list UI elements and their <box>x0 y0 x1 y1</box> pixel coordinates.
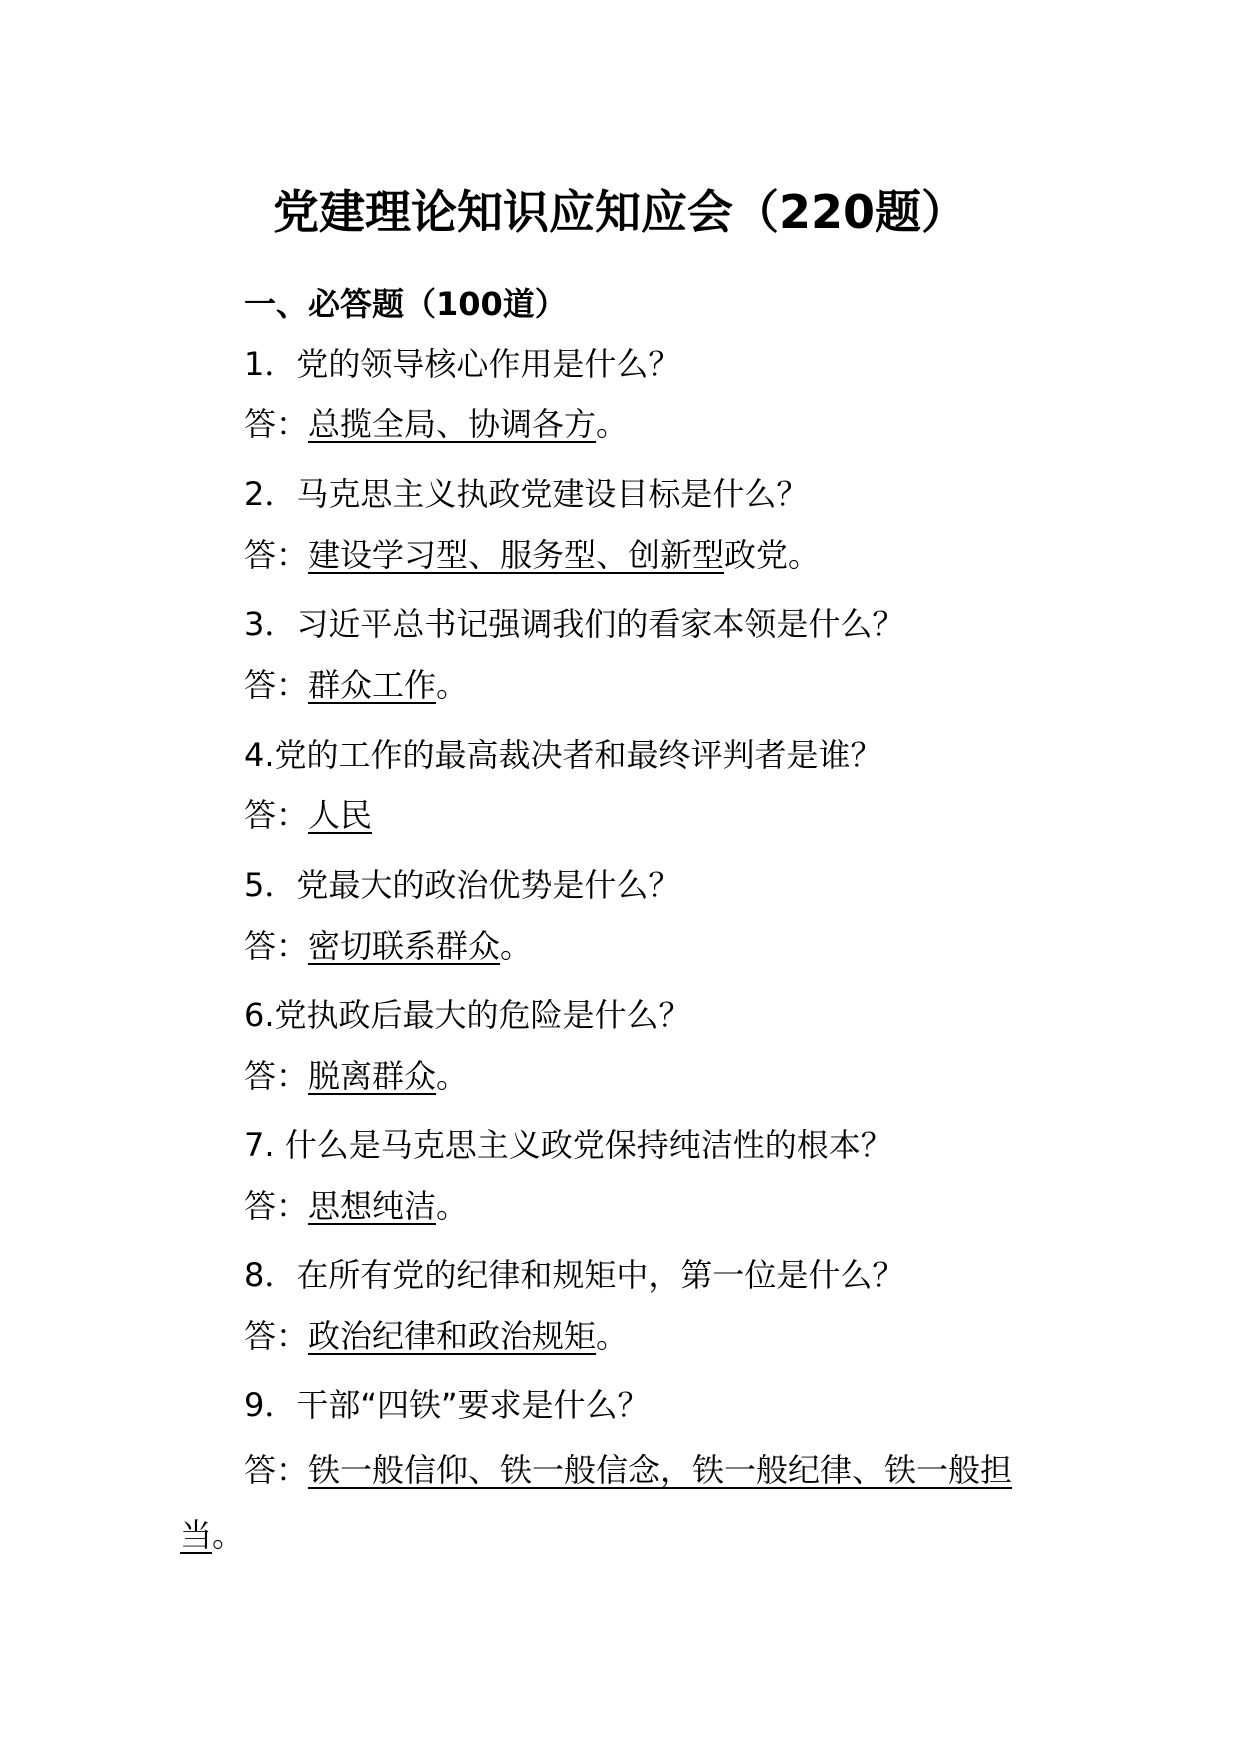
answer-prefix: 答： <box>244 1451 309 1489</box>
answer-tail: 。 <box>596 1317 629 1355</box>
answer-9-continued <box>180 1513 244 1557</box>
answer-underlined: 建设学习型、服务型、创新型 <box>308 536 725 574</box>
answer-underlined: 思想纯洁 <box>308 1187 437 1225</box>
answer-8 <box>244 1314 628 1358</box>
question-1: 1．党的领导核心作用是什么？ <box>244 345 681 383</box>
question-4: 4.党的工作的最高裁决者和最终评判者是谁？ <box>244 736 883 774</box>
answer-tail: 。 <box>212 1516 245 1554</box>
question-8: 8．在所有党的纪律和规矩中，第一位是什么？ <box>244 1256 905 1294</box>
answer-4 <box>244 793 372 837</box>
answer-underlined: 总揽全局、协调各方 <box>308 405 597 443</box>
answer-3 <box>244 663 468 707</box>
answer-5 <box>244 924 532 968</box>
answer-underlined: 政治纪律和政治规矩 <box>308 1317 597 1355</box>
answer-prefix: 答： <box>244 927 309 965</box>
question-6: 6.党执政后最大的危险是什么？ <box>244 996 691 1034</box>
answer-tail: 。 <box>436 1187 469 1225</box>
answer-tail: 。 <box>436 1057 469 1095</box>
answer-underlined: 群众工作 <box>308 666 437 704</box>
answer-underlined: 脱离群众 <box>308 1057 437 1095</box>
question-5: 5．党最大的政治优势是什么？ <box>244 866 681 904</box>
section-heading: 一、必答题（100道） <box>244 285 567 323</box>
answer-prefix: 答： <box>244 666 309 704</box>
answer-underlined-continued: 当 <box>180 1516 213 1554</box>
answer-prefix: 答： <box>244 536 309 574</box>
question-9: 9．干部“四铁”要求是什么？ <box>244 1386 650 1424</box>
answer-7 <box>244 1184 468 1228</box>
answer-tail: 。 <box>596 405 629 443</box>
answer-1 <box>244 402 628 446</box>
answer-tail: 。 <box>436 666 469 704</box>
answer-2 <box>244 533 820 577</box>
question-3: 3．习近平总书记强调我们的看家本领是什么？ <box>244 605 905 643</box>
question-2: 2．马克思主义执政党建设目标是什么？ <box>244 475 809 513</box>
document-title: 党建理论知识应知应会（220题） <box>272 185 968 239</box>
answer-underlined: 铁一般信仰、铁一般信念，铁一般纪律、铁一般担 <box>308 1451 1013 1489</box>
answer-6 <box>244 1054 468 1098</box>
answer-prefix: 答： <box>244 796 309 834</box>
answer-tail: 。 <box>500 927 533 965</box>
answer-prefix: 答： <box>244 1317 309 1355</box>
answer-underlined: 人民 <box>308 796 373 834</box>
question-7: 7. 什么是马克思主义政党保持纯洁性的根本？ <box>244 1126 893 1164</box>
answer-prefix: 答： <box>244 1057 309 1095</box>
answer-prefix: 答： <box>244 1187 309 1225</box>
answer-underlined: 密切联系群众 <box>308 927 501 965</box>
answer-tail: 政党。 <box>724 536 821 574</box>
answer-prefix: 答： <box>244 405 309 443</box>
answer-9 <box>244 1448 1012 1492</box>
